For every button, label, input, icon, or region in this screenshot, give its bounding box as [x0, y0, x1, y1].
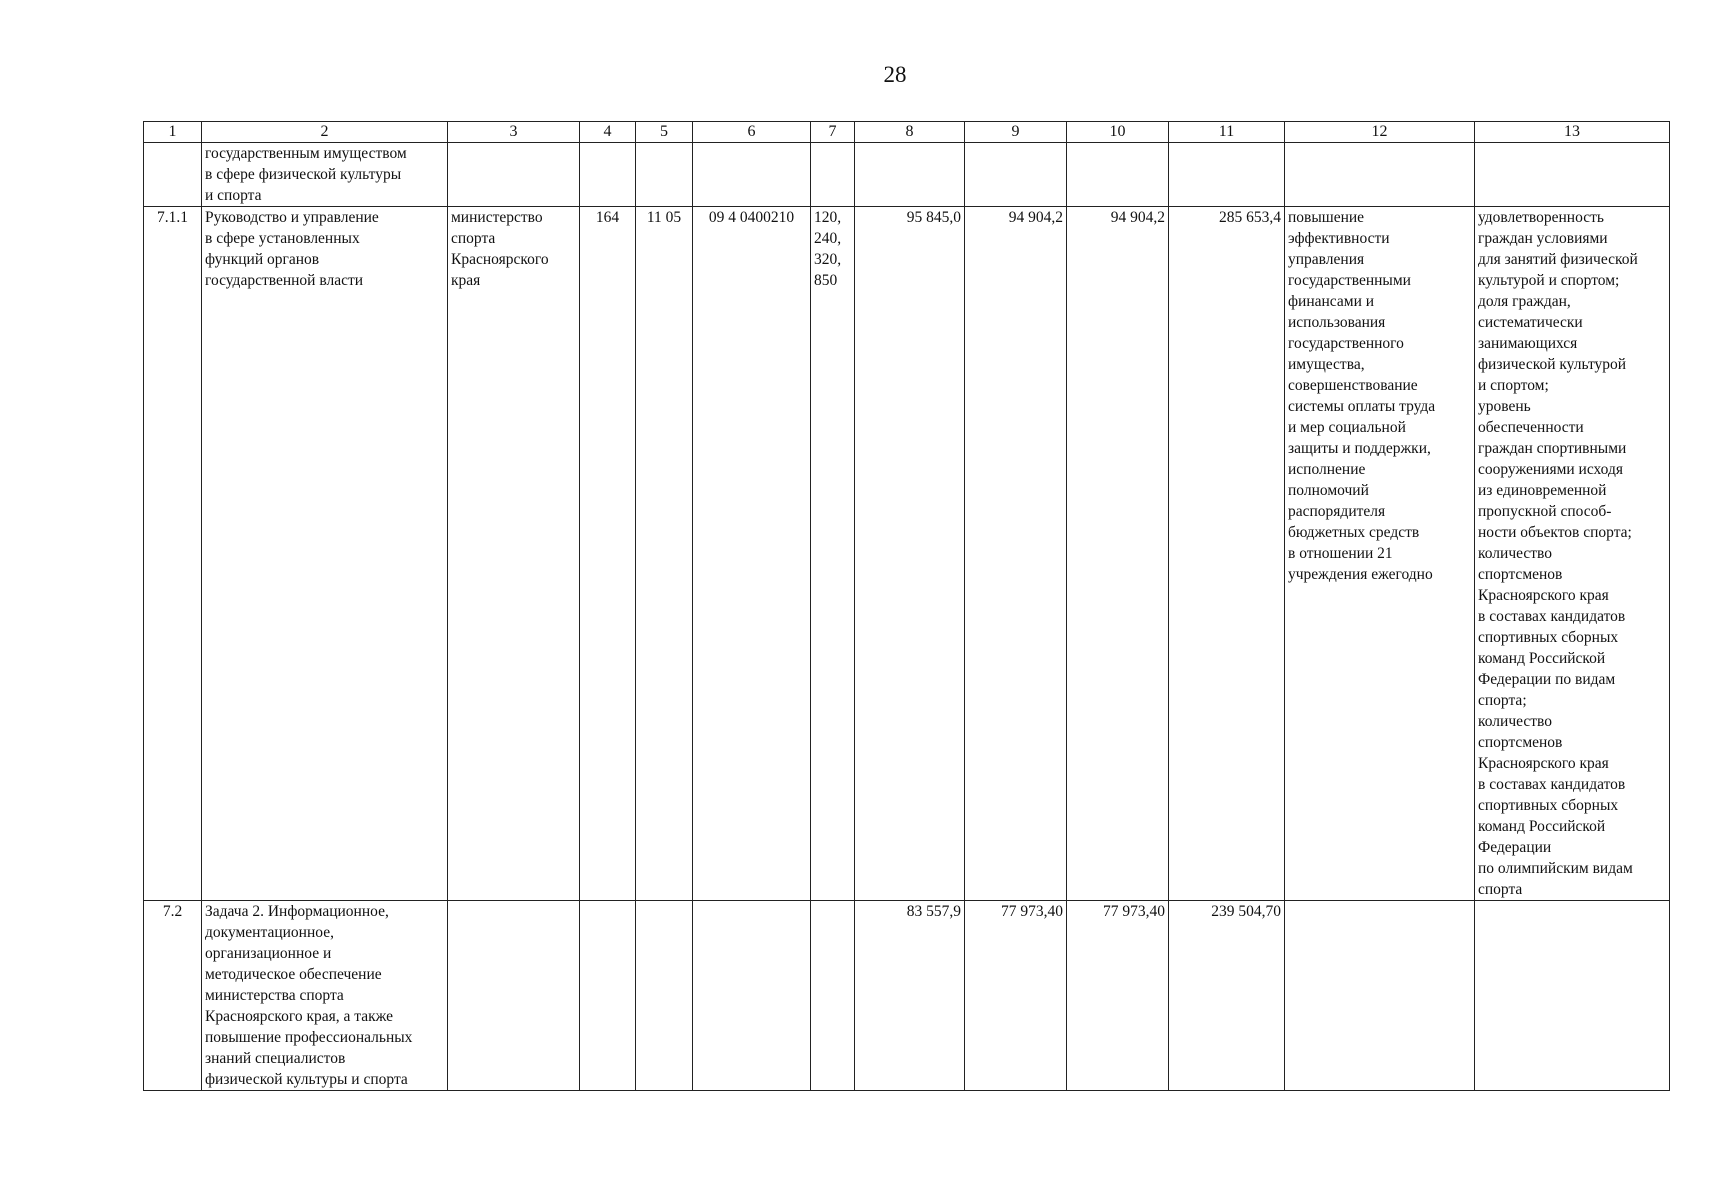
column-number: 1 [144, 122, 202, 143]
row-number: 7.1.1 [144, 207, 202, 901]
total-amount [1169, 143, 1285, 207]
vr-code [811, 901, 855, 1091]
vr-code [811, 143, 855, 207]
csr-code: 09 4 0400210 [693, 207, 811, 901]
expected-result [1285, 901, 1475, 1091]
vr-code: 120, 240, 320, 850 [811, 207, 855, 901]
total-amount: 239 504,70 [1169, 901, 1285, 1091]
row-number [144, 143, 202, 207]
column-number: 7 [811, 122, 855, 143]
table-row-7-2 [144, 901, 1670, 1091]
rzpr-code [636, 143, 693, 207]
year-2-amount [965, 143, 1067, 207]
indicator: удовлетворенность граждан условиями для занятий физической культурой и спортом; доля граждан, систематически занимающихся физической культурой и спортом; уровень обеспеченности граждан спортивными сооружениями исходя из единовременной пропускной способ- ности объектов спорта; количество спортсменов Красноярского края в составах кандидатов спортивных сборных команд Российской Федерации по видам спорта; количество спортсменов Красноярского края в составах кандидатов спортивных сборных команд Российской Федерации по олимпийским видам спорта [1475, 207, 1670, 901]
column-number: 12 [1285, 122, 1475, 143]
executor [448, 143, 580, 207]
column-number: 9 [965, 122, 1067, 143]
column-number: 13 [1475, 122, 1670, 143]
year-2-amount: 94 904,2 [965, 207, 1067, 901]
column-number: 10 [1067, 122, 1169, 143]
column-number: 4 [580, 122, 636, 143]
year-2-amount: 77 973,40 [965, 901, 1067, 1091]
table-row-continuation [144, 143, 1670, 207]
csr-code [693, 143, 811, 207]
row-number: 7.2 [144, 901, 202, 1091]
column-number: 5 [636, 122, 693, 143]
column-number: 6 [693, 122, 811, 143]
column-numbers-row [144, 122, 1670, 143]
measure-name: Руководство и управление в сфере установленных функций органов государственной власти [202, 207, 448, 901]
csr-code [693, 901, 811, 1091]
total-amount: 285 653,4 [1169, 207, 1285, 901]
measure-name: государственным имуществом в сфере физической культуры и спорта [202, 143, 448, 207]
indicator [1475, 901, 1670, 1091]
executor [448, 901, 580, 1091]
program-measures-table [143, 121, 1670, 1091]
expected-result: повышение эффективности управления государственными финансами и использования государственного имущества, совершенствование системы оплаты труда и мер социальной защиты и поддержки, исполнение полномочий распорядителя бюджетных средств в отношении 21 учреждения ежегодно [1285, 207, 1475, 901]
column-number: 11 [1169, 122, 1285, 143]
year-3-amount: 94 904,2 [1067, 207, 1169, 901]
grbs-code [580, 901, 636, 1091]
year-1-amount: 95 845,0 [855, 207, 965, 901]
year-3-amount [1067, 143, 1169, 207]
grbs-code [580, 143, 636, 207]
year-1-amount: 83 557,9 [855, 901, 965, 1091]
measure-name: Задача 2. Информационное, документационное, организационное и методическое обеспечение министерства спорта Красноярского края, а также повышение профессиональных знаний специалистов физической культуры и спорта [202, 901, 448, 1091]
indicator [1475, 143, 1670, 207]
table-row-7-1-1 [144, 207, 1670, 901]
year-3-amount: 77 973,40 [1067, 901, 1169, 1091]
executor: министерство спорта Красноярского края [448, 207, 580, 901]
grbs-code: 164 [580, 207, 636, 901]
column-number: 2 [202, 122, 448, 143]
column-number: 3 [448, 122, 580, 143]
year-1-amount [855, 143, 965, 207]
rzpr-code [636, 901, 693, 1091]
expected-result [1285, 143, 1475, 207]
page-number: 28 [883, 62, 907, 87]
column-number: 8 [855, 122, 965, 143]
rzpr-code: 11 05 [636, 207, 693, 901]
